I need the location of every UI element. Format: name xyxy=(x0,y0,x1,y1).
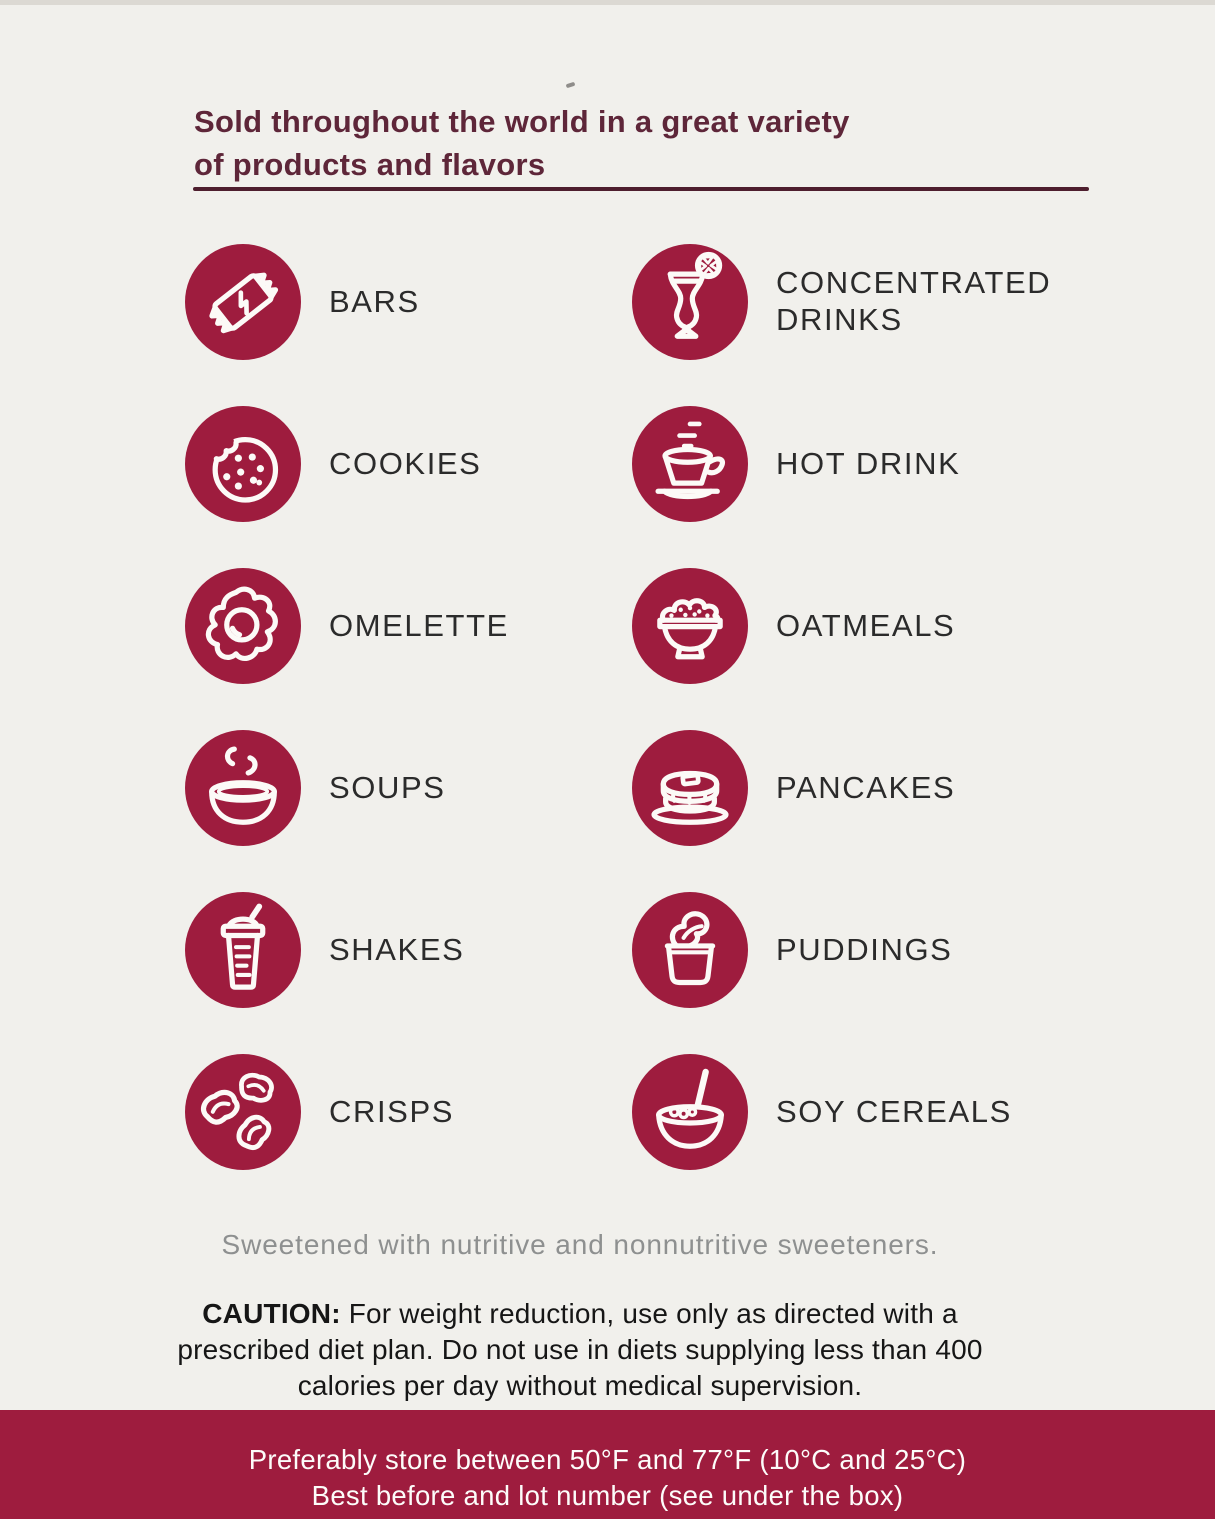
soup-bowl-icon xyxy=(185,730,301,846)
product-label: CRISPS xyxy=(329,1093,455,1129)
caution-label: CAUTION: xyxy=(202,1298,341,1329)
product-label: PUDDINGS xyxy=(776,931,953,967)
product-item-crisps xyxy=(185,1031,625,1193)
product-item-hot-drink xyxy=(632,383,1107,545)
product-label: SOY CEREALS xyxy=(776,1093,1012,1129)
fried-egg-icon xyxy=(185,568,301,684)
storage-line2: Best before and lot number (see under the box) xyxy=(311,1479,904,1511)
page-title-line2: of products and flavors xyxy=(194,147,546,183)
caution-line1: CAUTION: For weight reduction, use only as directed with a xyxy=(202,1298,958,1329)
divider-rule xyxy=(193,187,1089,191)
products-column-right xyxy=(632,221,1107,1193)
cereal-bowl-spoon-icon xyxy=(632,1054,748,1170)
product-item-concentrated-drinks xyxy=(632,221,1107,383)
oatmeal-bowl-icon xyxy=(632,568,748,684)
product-item-cookies xyxy=(185,383,625,545)
products-column-left xyxy=(185,221,625,1193)
product-label: COOKIES xyxy=(329,445,482,481)
scan-speck xyxy=(566,82,576,89)
storage-band xyxy=(0,1410,1215,1519)
caution-line2: prescribed diet plan. Do not use in diets supplying less than 400 xyxy=(177,1333,983,1365)
product-label: SOUPS xyxy=(329,769,446,805)
pancakes-icon xyxy=(632,730,748,846)
product-label: BARS xyxy=(329,283,420,319)
page-title-line1: Sold throughout the world in a great variety xyxy=(194,104,850,139)
caution-line3: calories per day without medical supervision. xyxy=(297,1369,863,1401)
product-label: OMELETTE xyxy=(329,607,509,643)
product-item-shakes xyxy=(185,869,625,1031)
product-label: PANCAKES xyxy=(776,769,956,805)
sweetener-note: Sweetened with nutritive and nonnutritive sweeteners. xyxy=(221,1229,939,1260)
pudding-cup-icon xyxy=(632,892,748,1008)
product-item-soups xyxy=(185,707,625,869)
caution-paragraph xyxy=(0,1296,1160,1403)
product-item-omelette xyxy=(185,545,625,707)
shaker-bottle-icon xyxy=(185,892,301,1008)
storage-line1: Preferably store between 50°F and 77°F (10°C and 25°C) xyxy=(248,1444,967,1475)
product-item-soy-cereals xyxy=(632,1031,1107,1193)
product-label: SHAKES xyxy=(329,931,465,967)
page-title xyxy=(194,100,850,187)
cocktail-glass-icon xyxy=(632,244,748,360)
product-item-pancakes xyxy=(632,707,1107,869)
product-item-bars xyxy=(185,221,625,383)
product-item-puddings xyxy=(632,869,1107,1031)
cookie-icon xyxy=(185,406,301,522)
product-item-oatmeals xyxy=(632,545,1107,707)
candy-bar-icon xyxy=(185,244,301,360)
product-label: OATMEALS xyxy=(776,607,956,643)
hot-drink-cup-icon xyxy=(632,406,748,522)
crisps-icon xyxy=(185,1054,301,1170)
box-top-edge xyxy=(0,0,1215,5)
product-label: HOT DRINK xyxy=(776,445,961,481)
product-label: CONCENTRATED DRINKS xyxy=(776,265,1052,337)
